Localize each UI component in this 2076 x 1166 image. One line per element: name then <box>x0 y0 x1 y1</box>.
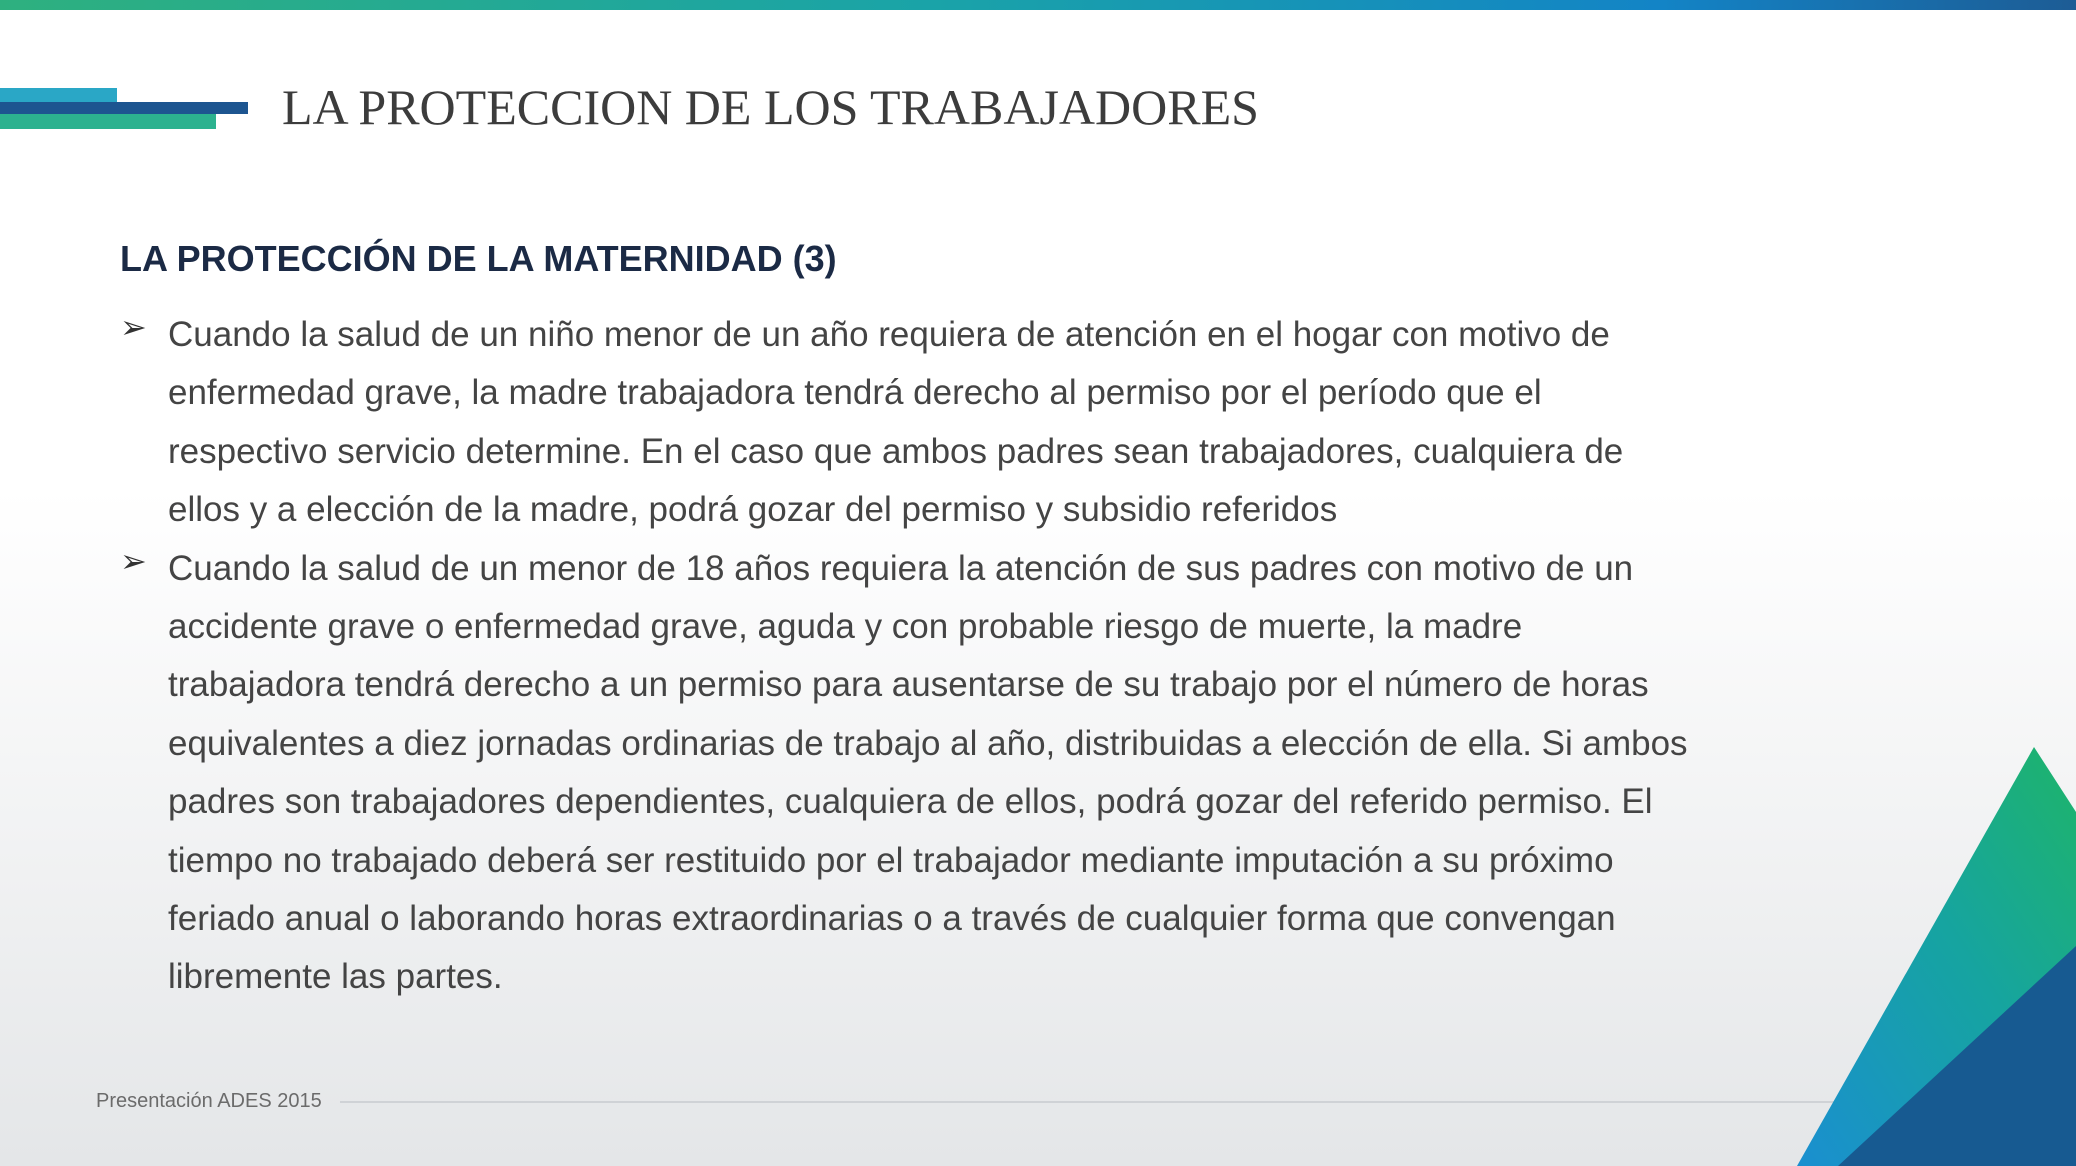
bullet-text-line: padres son trabajadores dependientes, cualquiera de ellos, podrá gozar del referido permiso. El <box>168 782 1653 822</box>
bullet-text-line: trabajadora tendrá derecho a un permiso para ausentarse de su trabajo por el número de horas <box>168 665 1649 705</box>
bullet-text-line: feriado anual o laborando horas extraordinarias o a través de cualquier forma que convengan <box>168 899 1616 939</box>
bullet-text-line: accidente grave o enfermedad grave, aguda y con probable riesgo de muerte, la madre <box>168 607 1523 647</box>
bullet-text-line: equivalentes a diez jornadas ordinarias de trabajo al año, distribuidas a elección de ella. Si ambos <box>168 723 1688 763</box>
section-heading: LA PROTECCIÓN DE LA MATERNIDAD (3) <box>120 238 837 279</box>
bullet-text-line: respectivo servicio determine. En el caso que ambos padres sean trabajadores, cualquiera de <box>168 431 1624 471</box>
bullet-text-line: Cuando la salud de un menor de 18 años requiera la atención de sus padres con motivo de un <box>168 548 1634 588</box>
bullet-text-line: enfermedad grave, la madre trabajadora tendrá derecho al permiso por el período que el <box>168 373 1542 413</box>
bullet-text-line: ellos y a elección de la madre, podrá gozar del permiso y subsidio referidos <box>168 490 1338 530</box>
bullet-text-line: Cuando la salud de un niño menor de un año requiera de atención en el hogar con motivo de <box>168 315 1610 354</box>
arrowhead-bullet-icon: ➢ <box>120 308 147 346</box>
footer-text: Presentación ADES 2015 <box>96 1090 322 1112</box>
slide-title: LA PROTECCION DE LOS TRABAJADORES <box>282 79 1259 135</box>
arrowhead-bullet-icon: ➢ <box>120 541 147 580</box>
bullet-text-line: libremente las partes. <box>168 957 503 997</box>
bullet-text-line: tiempo no trabajado deberá ser restituido por el trabajador mediante imputación a su próximo <box>168 840 1614 880</box>
